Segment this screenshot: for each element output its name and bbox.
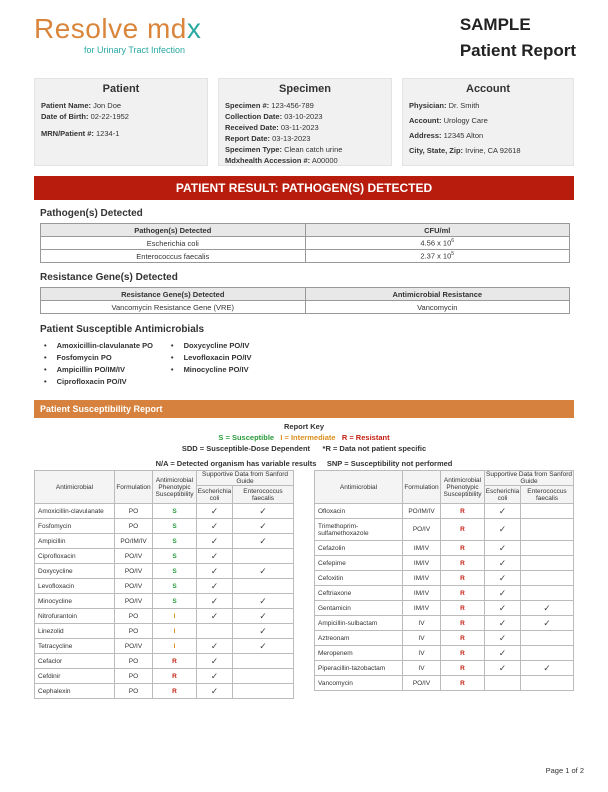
- check-icon: ✓: [210, 610, 219, 621]
- antimicrobial-name: Cefepime: [315, 556, 403, 571]
- table-row: [35, 684, 294, 699]
- check-icon: ✓: [210, 535, 219, 546]
- formulation: IV: [403, 646, 441, 661]
- patient-mrn: MRN/Patient #: 1234-1: [41, 129, 120, 138]
- check-icon: ✓: [498, 632, 507, 643]
- table-row: [35, 654, 294, 669]
- collection-date: Collection Date: 03-10-2023: [225, 112, 323, 121]
- key-star-r: *R = Data not patient specific: [322, 444, 427, 453]
- info-row: [34, 78, 574, 166]
- ecoli-check: [197, 654, 233, 669]
- list-item: • Amoxicillin-clavulanate PO: [44, 340, 153, 352]
- efaecalis-check: [233, 639, 294, 654]
- antimicrobial-name: Ciprofloxacin: [35, 549, 115, 564]
- table-row: [315, 504, 574, 519]
- formulation: PO/IM/IV: [115, 534, 153, 549]
- check-icon: ✓: [210, 550, 219, 561]
- efaecalis-check: [521, 676, 574, 691]
- ecoli-check: [485, 646, 521, 661]
- result-banner: PATIENT RESULT: PATHOGEN(S) DETECTED: [34, 176, 574, 200]
- susceptibility-table-right: [314, 470, 574, 691]
- check-icon: ✓: [210, 595, 219, 606]
- susceptibility-result: S: [153, 564, 197, 579]
- susceptibility-result: R: [441, 586, 485, 601]
- patient-name: Patient Name: Jon Doe: [41, 101, 122, 110]
- check-icon: ✓: [210, 655, 219, 666]
- formulation: PO/IV: [115, 579, 153, 594]
- ecoli-check: [485, 661, 521, 676]
- efaecalis-check: [521, 519, 574, 541]
- list-item: • Fosfomycin PO: [44, 352, 153, 364]
- check-icon: ✓: [498, 587, 507, 598]
- table-row: [315, 519, 574, 541]
- report-title: Patient Report: [459, 41, 576, 60]
- efaecalis-check: [521, 571, 574, 586]
- table-row: [41, 250, 570, 263]
- antimicrobial-name: Ceftriaxone: [315, 586, 403, 601]
- susceptibility-result: R: [441, 519, 485, 541]
- supportive-header: Supportive Data from Sanford Guide: [486, 471, 572, 485]
- formulation: IM/IV: [403, 601, 441, 616]
- antimicrobial-name: Cephalexin: [35, 684, 115, 699]
- ecoli-check: [197, 519, 233, 534]
- efaecalis-check: [521, 661, 574, 676]
- ecoli-check: [197, 594, 233, 609]
- table-row: [41, 301, 570, 314]
- susceptible-list: [44, 340, 252, 388]
- check-icon: ✓: [259, 505, 267, 516]
- susceptible-list-col1: [44, 340, 153, 388]
- table-row: [315, 571, 574, 586]
- list-item: • Doxycycline PO/IV: [171, 340, 252, 352]
- susceptibility-result: R: [441, 601, 485, 616]
- ecoli-check: [197, 639, 233, 654]
- check-icon: ✓: [210, 580, 219, 591]
- antimicrobial-name: Minocycline: [35, 594, 115, 609]
- pathogens-title: Pathogen(s) Detected: [40, 208, 143, 219]
- antimicrobial-name: Ofloxacin: [315, 504, 403, 519]
- report-key: [34, 421, 574, 469]
- specimen-number: Specimen #: 123-456-789: [225, 101, 314, 110]
- ecoli-check: [485, 541, 521, 556]
- susceptible-title: Patient Susceptible Antimicrobials: [40, 324, 205, 335]
- key-snp: SNP = Susceptibility not performed: [326, 459, 453, 468]
- address: Address: 12345 Alton: [409, 131, 484, 140]
- antimicrobial-header: Antimicrobial: [35, 471, 115, 504]
- susceptibility-result: I: [153, 609, 197, 624]
- susceptibility-result: I: [153, 624, 197, 639]
- patient-title: Patient: [102, 83, 140, 95]
- check-icon: ✓: [210, 670, 219, 681]
- table-row: [315, 646, 574, 661]
- antimicrobial-name: Ampicillin: [35, 534, 115, 549]
- sample-label: SAMPLE: [459, 15, 531, 34]
- efaecalis-header: Enterococcus faecalis: [521, 486, 574, 504]
- pathogen-name: Enterococcus faecalis: [41, 250, 306, 263]
- key-resistant: R = Resistant: [341, 433, 390, 442]
- antimicrobial-name: Ampicillin-sulbactam: [315, 616, 403, 631]
- susceptibility-report-bar: Patient Susceptibility Report: [34, 400, 574, 418]
- ecoli-check: [197, 684, 233, 699]
- key-intermediate: I = Intermediate: [280, 433, 336, 442]
- ecoli-check: [197, 534, 233, 549]
- table-row: [315, 541, 574, 556]
- check-icon: ✓: [498, 572, 507, 583]
- susceptibility-result: R: [441, 631, 485, 646]
- ecoli-check: [197, 564, 233, 579]
- table-row: [35, 609, 294, 624]
- efaecalis-check: [233, 534, 294, 549]
- check-icon: ✓: [259, 625, 267, 636]
- ecoli-check: [485, 676, 521, 691]
- susceptibility-result: R: [441, 661, 485, 676]
- check-icon: ✓: [543, 662, 551, 673]
- efaecalis-check: [233, 624, 294, 639]
- formulation: PO: [115, 609, 153, 624]
- patient-dob: Date of Birth: 02-22-1952: [41, 112, 129, 121]
- antimicrobial-name: Cefazolin: [315, 541, 403, 556]
- logo-x-mark: x: [186, 13, 202, 44]
- susceptibility-table-left: [34, 470, 294, 699]
- table-row: [315, 556, 574, 571]
- check-icon: ✓: [498, 602, 507, 613]
- efaecalis-check: [233, 669, 294, 684]
- check-icon: ✓: [498, 505, 507, 516]
- resistance-table: [40, 287, 570, 314]
- efaecalis-check: [233, 609, 294, 624]
- ecoli-check: [485, 601, 521, 616]
- table-row: [35, 534, 294, 549]
- ecoli-check: [485, 586, 521, 601]
- table-row: [35, 669, 294, 684]
- key-sdd: SDD = Susceptible-Dose Dependent: [181, 444, 311, 453]
- susceptibility-result: R: [441, 556, 485, 571]
- efaecalis-check: [233, 684, 294, 699]
- check-icon: ✓: [498, 542, 507, 553]
- antimicrobial-name: Trimethoprim-sulfamethoxazole: [315, 519, 403, 541]
- efaecalis-check: [233, 579, 294, 594]
- account-box: [402, 78, 574, 166]
- formulation: PO/IV: [403, 676, 441, 691]
- formulation: IV: [403, 616, 441, 631]
- key-susceptible: S = Susceptible: [218, 433, 275, 442]
- check-icon: ✓: [259, 520, 267, 531]
- formulation: PO: [115, 654, 153, 669]
- pathogens-table: [40, 223, 570, 263]
- page-number: Page 1 of 2: [545, 766, 584, 775]
- logo: [34, 14, 201, 55]
- efaecalis-check: [521, 601, 574, 616]
- table-row: [315, 586, 574, 601]
- susceptibility-result: R: [441, 571, 485, 586]
- ecoli-check: [197, 504, 233, 519]
- ecoli-header: Escherichia coli: [197, 487, 232, 502]
- check-icon: ✓: [498, 557, 507, 568]
- table-row: [35, 639, 294, 654]
- account-title: Account: [466, 83, 510, 95]
- gene-header: Resistance Gene(s) Detected: [41, 288, 306, 301]
- antimicrobial-name: Aztreonam: [315, 631, 403, 646]
- susceptibility-result: R: [153, 669, 197, 684]
- pathogen-cfu: 4.56 x $10^6$: [305, 237, 570, 250]
- antimicrobial-name: Amoxicillin-clavulanate: [35, 504, 115, 519]
- list-item: • Ciprofloxacin PO/IV: [44, 376, 153, 388]
- check-icon: ✓: [543, 617, 551, 628]
- table-row: [315, 661, 574, 676]
- table-row: [35, 519, 294, 534]
- table-row: [35, 624, 294, 639]
- table-row: [315, 601, 574, 616]
- ecoli-header: Escherichia coli: [485, 487, 520, 502]
- table-row: [315, 676, 574, 691]
- ecoli-check: [197, 669, 233, 684]
- susceptibility-result: S: [153, 519, 197, 534]
- check-icon: ✓: [498, 617, 507, 628]
- antimicrobial-name: Fosfomycin: [35, 519, 115, 534]
- formulation: IV: [403, 661, 441, 676]
- formulation-header: Formulation: [403, 471, 441, 504]
- susceptibility-result: R: [153, 684, 197, 699]
- antimicrobial-name: Tetracycline: [35, 639, 115, 654]
- efaecalis-check: [233, 654, 294, 669]
- key-na: N/A = Detected organism has variable results: [155, 459, 317, 468]
- cfu-header: CFU/ml: [305, 224, 570, 237]
- efaecalis-check: [233, 549, 294, 564]
- check-icon: ✓: [259, 595, 267, 606]
- formulation: PO: [115, 504, 153, 519]
- ecoli-check: [485, 631, 521, 646]
- table-row: [41, 237, 570, 250]
- formulation: PO/IV: [115, 639, 153, 654]
- check-icon: ✓: [259, 610, 267, 621]
- efaecalis-check: [233, 594, 294, 609]
- supportive-header: Supportive Data from Sanford Guide: [197, 471, 294, 486]
- table-row: [35, 504, 294, 519]
- formulation: PO/IV: [403, 519, 441, 541]
- susceptibility-result: S: [153, 504, 197, 519]
- efaecalis-check: [521, 586, 574, 601]
- table-row: [35, 594, 294, 609]
- pathogen-cfu: 2.37 x $10^5$: [305, 250, 570, 263]
- ecoli-check: [197, 624, 233, 639]
- susceptibility-result: R: [441, 616, 485, 631]
- specimen-title: Specimen: [279, 83, 331, 95]
- antimicrobial-name: Piperacillin-tazobactam: [315, 661, 403, 676]
- susceptibility-result: R: [441, 504, 485, 519]
- check-icon: ✓: [259, 640, 267, 651]
- pathogen-name: Escherichia coli: [41, 237, 306, 250]
- susceptibility-result: R: [441, 676, 485, 691]
- efaecalis-check: [521, 504, 574, 519]
- susceptibility-result: S: [153, 534, 197, 549]
- report-heading: [460, 12, 576, 64]
- antimicrobial-header: Antimicrobial: [315, 471, 403, 504]
- efaecalis-check: [521, 616, 574, 631]
- received-date: Received Date: 03-11-2023: [225, 123, 319, 132]
- ecoli-check: [485, 571, 521, 586]
- check-icon: ✓: [259, 535, 267, 546]
- ecoli-check: [197, 549, 233, 564]
- table-row: [35, 579, 294, 594]
- formulation: PO: [115, 624, 153, 639]
- account-name: Account: Urology Care: [409, 116, 488, 125]
- efaecalis-check: [233, 519, 294, 534]
- specimen-box: [218, 78, 392, 166]
- table-row: [315, 631, 574, 646]
- list-item: • Levofloxacin PO/IV: [171, 352, 252, 364]
- city-state-zip: City, State, Zip: Irvine, CA 92618: [409, 146, 521, 155]
- accession-number: Mdxhealth Accession #: A00000: [225, 156, 338, 165]
- phenotypic-header: Antimicrobial Phenotypic Susceptibility: [153, 471, 197, 504]
- table-row: [315, 616, 574, 631]
- formulation: IM/IV: [403, 586, 441, 601]
- physician: Physician: Dr. Smith: [409, 101, 480, 110]
- antimicrobial-name: Cefdinir: [35, 669, 115, 684]
- formulation: PO/IV: [115, 549, 153, 564]
- check-icon: ✓: [210, 565, 219, 576]
- table-row: [35, 564, 294, 579]
- efaecalis-check: [521, 541, 574, 556]
- antimicrobial-name: Levofloxacin: [35, 579, 115, 594]
- formulation: PO: [115, 684, 153, 699]
- ecoli-check: [485, 556, 521, 571]
- susceptibility-result: R: [441, 646, 485, 661]
- list-item: • Ampicillin PO/IM/IV: [44, 364, 153, 376]
- formulation-header: Formulation: [115, 471, 153, 504]
- ecoli-check: [485, 504, 521, 519]
- susceptibility-result: S: [153, 549, 197, 564]
- report-date: Report Date: 03-13-2023: [225, 134, 311, 143]
- table-row: [35, 549, 294, 564]
- antimicrobial-name: Nitrofurantoin: [35, 609, 115, 624]
- check-icon: ✓: [543, 602, 551, 613]
- key-title: Report Key: [283, 422, 324, 431]
- antimicrobial-name: Cefaclor: [35, 654, 115, 669]
- formulation: IM/IV: [403, 541, 441, 556]
- specimen-type: Specimen Type: Clean catch urine: [225, 145, 343, 154]
- susceptibility-result: S: [153, 594, 197, 609]
- logo-text: Resolve md: [34, 13, 187, 44]
- formulation: PO/IM/IV: [403, 504, 441, 519]
- formulation: IM/IV: [403, 571, 441, 586]
- pathogen-header: Pathogen(s) Detected: [41, 224, 306, 237]
- efaecalis-check: [233, 564, 294, 579]
- gene-name: Vancomycin Resistance Gene (VRE): [41, 301, 306, 314]
- antimicrobial-name: Cefoxitin: [315, 571, 403, 586]
- ecoli-check: [485, 616, 521, 631]
- susceptible-list-col2: [171, 340, 252, 388]
- antimicrobial-name: Linezolid: [35, 624, 115, 639]
- ecoli-check: [197, 579, 233, 594]
- formulation: IV: [403, 631, 441, 646]
- check-icon: ✓: [498, 524, 507, 534]
- check-icon: ✓: [210, 505, 219, 516]
- susceptibility-result: I: [153, 639, 197, 654]
- ecoli-check: [197, 609, 233, 624]
- antimicrobial-name: Vancomycin: [315, 676, 403, 691]
- phenotypic-header: Antimicrobial Phenotypic Susceptibility: [441, 471, 485, 504]
- susceptibility-result: R: [153, 654, 197, 669]
- formulation: PO/IV: [115, 564, 153, 579]
- check-icon: ✓: [498, 647, 507, 658]
- formulation: PO/IV: [115, 594, 153, 609]
- formulation: IM/IV: [403, 556, 441, 571]
- susceptibility-result: S: [153, 579, 197, 594]
- logo-tagline: for Urinary Tract Infection: [84, 45, 186, 55]
- resistance-header: Antimicrobial Resistance: [305, 288, 570, 301]
- efaecalis-header: Enterococcus faecalis: [233, 486, 294, 504]
- patient-box: [34, 78, 208, 166]
- efaecalis-check: [233, 504, 294, 519]
- ecoli-check: [485, 519, 521, 541]
- list-item: • Minocycline PO/IV: [171, 364, 252, 376]
- antimicrobial-name: Gentamicin: [315, 601, 403, 616]
- check-icon: ✓: [498, 662, 507, 673]
- efaecalis-check: [521, 646, 574, 661]
- antimicrobial-name: Doxycycline: [35, 564, 115, 579]
- check-icon: ✓: [259, 565, 267, 576]
- check-icon: ✓: [210, 640, 219, 651]
- gene-resistance: Vancomycin: [305, 301, 570, 314]
- check-icon: ✓: [210, 685, 219, 696]
- antimicrobial-name: Meropenem: [315, 646, 403, 661]
- susceptibility-result: R: [441, 541, 485, 556]
- formulation: PO: [115, 669, 153, 684]
- check-icon: ✓: [210, 520, 219, 531]
- formulation: PO: [115, 519, 153, 534]
- efaecalis-check: [521, 631, 574, 646]
- efaecalis-check: [521, 556, 574, 571]
- resistance-title: Resistance Gene(s) Detected: [40, 272, 178, 283]
